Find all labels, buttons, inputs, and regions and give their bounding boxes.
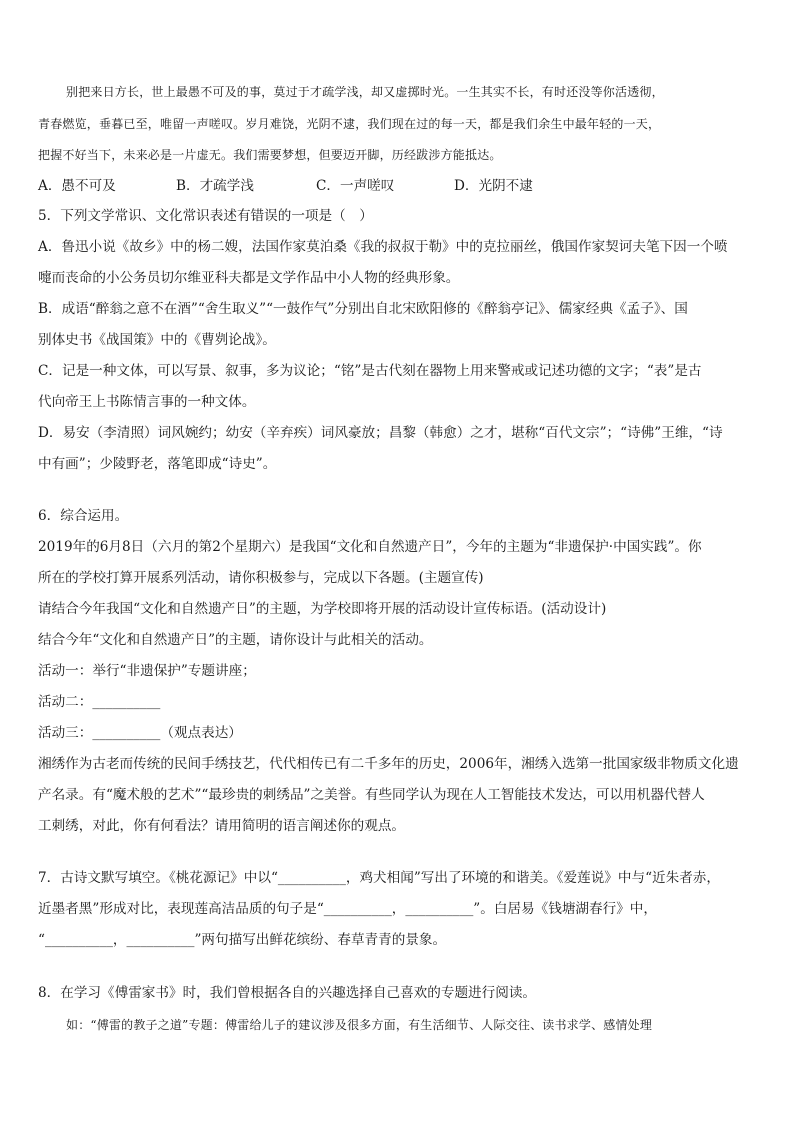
q5-option-line: C．记是一种文体，可以写景、叙事，多为议论；“铭”是古代刻在器物上用来警戒或记述功德的文字；“表”是古 [38,363,702,379]
q7-line: “__________，__________”两句描写出鲜花缤纷、春草青青的景象。 [38,932,447,948]
q6-text-line: 工刺绣，对此，你有何看法？请用简明的语言阐述你的观点。 [38,818,406,834]
q5-option-line: 代向帝王上书陈情言事的一种文体。 [38,394,256,410]
q5-option-line: D．易安（李清照）词风婉约；幼安（辛弃疾）词风豪放；昌黎（韩愈）之才，堪称“百代文宗”；“诗佛”王维，“诗 [38,425,723,441]
q6-text-line: 所在的学校打算开展系列活动，请你积极参与，完成以下各题。(主题宣传) [38,570,484,586]
q7-line: 近墨者黑”形成对比，表现莲高洁品质的句子是“__________，__________”。白居易《钱塘湖春行》中， [38,901,657,917]
q6-text-line: 结合今年“文化和自然遗产日”的主题，请你设计与此相关的活动。 [38,632,433,648]
passage-line: 把握不好当下，未来必是一片虚无。我们需要梦想，但要迈开脚，历经跋涉方能抵达。 [38,148,502,162]
q5-option-line: 别体史书《战国策》中的《曹刿论战》。 [38,332,276,348]
passage-line: 别把来日方长，世上最愚不可及的事，莫过于才疏学浅，却又虚掷时光。一生其实不长，有时还没等你活透彻， [66,85,664,99]
q5-option-line: 中有画”；少陵野老，落笔即成“诗史”。 [38,456,277,472]
q6-activity-2: 活动二：__________ [38,694,161,710]
q5-option-line: 嚏而丧命的小公务员切尔维亚科夫都是文学作品中小人物的经典形象。 [38,270,460,286]
q6-text-line: 2019年的6月8日（六月的第2个星期六）是我国“文化和自然遗产日”，今年的主题为“非遗保护·中国实践”。你 [38,539,702,555]
q5-stem: 5．下列文学常识、文化常识表述有错误的一项是（ ） [38,208,373,224]
q6-activity-3: 活动三：__________（观点表达） [38,725,242,741]
option-d: D．光阴不逮 [454,178,533,194]
q6-text-line: 湘绣作为古老而传统的民间手绣技艺，代代相传已有二千多年的历史，2006年，湘绣入选第一批国家级非物质文化遗 [38,756,739,772]
q5-option-line: B．成语“醉翁之意不在酒”“舍生取义”“一鼓作气”分别出自北宋欧阳修的《醉翁亭记》、儒家经典《孟子》、国 [38,301,688,317]
q6-activity-1: 活动一：举行“非遗保护”专题讲座； [38,663,256,679]
option-a: A．愚不可及 [38,178,116,194]
option-b: B．才疏学浅 [176,178,254,194]
q8-text-line: 如：“傅雷的教子之道”专题：傅雷给儿子的建议涉及很多方面，有生活细节、人际交往、读书求学、感情处理 [66,1018,653,1032]
q5-option-line: A．鲁迅小说《故乡》中的杨二嫂，法国作家莫泊桑《我的叔叔于勒》中的克拉丽丝，俄国作家契诃夫笔下因一个喷 [38,239,728,255]
q6-text-line: 请结合今年我国“文化和自然遗产日”的主题，为学校即将开展的活动设计宣传标语。(活动设计) [38,601,607,617]
q4-options [38,176,533,196]
q6-stem: 6．综合运用。 [38,508,129,524]
q6-text-line: 产名录。有“魔术般的艺术”“最珍贵的刺绣品”之美誉。有些同学认为现在人工智能技术发达，可以用机器代替人 [38,787,705,803]
passage-line: 青春燃览，垂暮已至，唯留一声嗟叹。岁月难饶，光阴不逮，我们现在过的每一天，都是我们余生中最年轻的一天， [38,117,661,131]
q7-line: 7．古诗文默写填空。《桃花源记》中以“__________，鸡犬相闻”写出了环境的和谐美。《爱莲说》中与“近朱者赤， [38,870,720,886]
q8-stem: 8．在学习《傅雷家书》时，我们曾根据各自的兴趣选择自己喜欢的专题进行阅读。 [38,985,537,1001]
option-c: C．一声嗟叹 [316,178,395,194]
